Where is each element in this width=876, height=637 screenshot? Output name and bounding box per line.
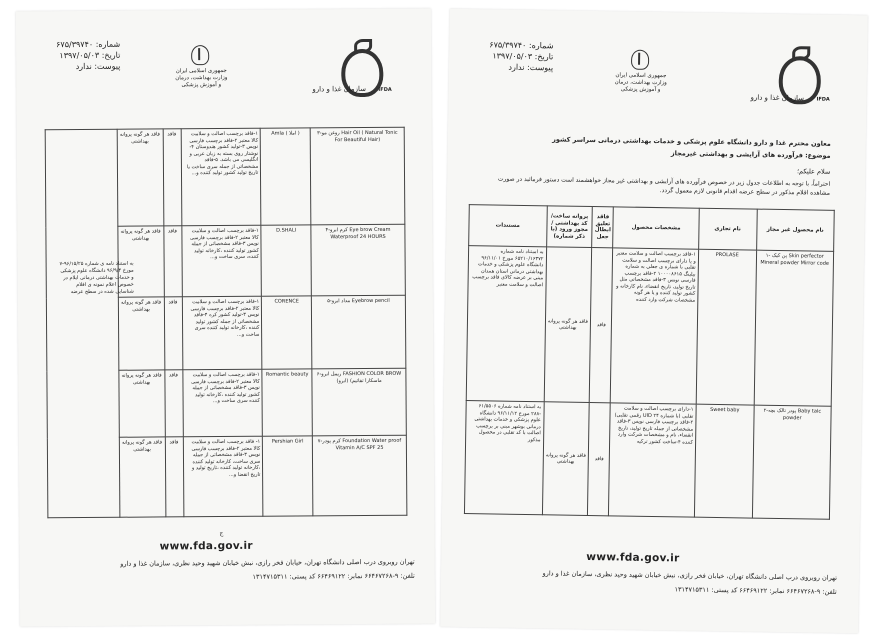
cell-license: فاقد هر گونه پروانه بهداشتی (542, 402, 590, 516)
cell-status: فاقد (163, 226, 181, 297)
products-table (464, 204, 835, 520)
cell-brand: Pershian Girl (263, 436, 313, 516)
table-row (45, 127, 405, 227)
letter-subject: موضوع: فرآورده های آرایشی و بهداشتی غیرمجاز (670, 149, 831, 160)
cell-specs: ۱-فاقد برچسب اصالت و سلامت معتبر و یا دارای برچسب اصالت و سلامت تقلبی با شماره ی جعلی به شماره بیلینگ ۱۰۰۰۰۸۶۱۵ ۲-فاقد برچسب فارسی نویس ۳-فاقد مشخصاتی مثل تاریخ تولید، تاریخ انقضاء، نام کارخانه و کشور تولید کننده و یا هر گونه مشخصات شرکت وارد کننده (611, 248, 699, 404)
cell-status: فاقد (165, 437, 184, 517)
letter-paragraph: احتراماً، با توجه به اطلاعات جدول زیر در خصوص فرآورده های آرایشی و بهداشتی غیر مجاز خواهشمند است دستور فرمائید در صورت مشاهده اقلام مذکور در سطح عرضه اقدام قانونی لازم معمول گردد. (497, 175, 831, 197)
letter-date: تاریخ: ۱۳۹۷/۰۵/۰۳ (492, 51, 554, 62)
cell-product: ۵-مداد ابرو Eyebrow pencil (312, 295, 406, 369)
cell-license: فاقد هر گونه پروانه بهداشتی (544, 247, 592, 403)
fda-logo-caption: IFDA (378, 86, 392, 93)
cell-brand: Sweet baby (694, 404, 753, 518)
cell-license: فاقد هر گونه پروانه بهداشتی (118, 297, 164, 370)
header-docs: مستندات (469, 205, 547, 247)
organization-name: سازمان غذا و دارو (750, 93, 805, 103)
header-specs: مشخصات محصول (613, 207, 699, 249)
salutation: سلام علیکم؛ (796, 167, 831, 176)
cell-brand: Romantic beauty (262, 369, 312, 436)
header-license: پروانه ساخت/کد بهداشتی / مجوز ورود (با ذکر شماره) (546, 206, 592, 248)
cell-specs: ۱-فاقد برچسب اصالت و سلامت کالا معتبر ۲-فاقد برچسب فارسی نویس ۳-فاقد مشخصاتی از جمله کشور تولید کننده ،کارخانه تولید کننده سری ساخت و... (182, 369, 262, 437)
letter-date: تاریخ: ۱۳۹۷/۰۵/۰۳ (59, 50, 121, 61)
recipient-title: معاون محترم غذا و دارو دانشگاه علوم پزشکی و خدمات بهداشتی درمانی سراسر کشور (552, 135, 831, 148)
cell-status: فاقد (164, 297, 182, 370)
table-row (466, 246, 833, 407)
cell-brand: Amla ( املا ) (261, 128, 312, 225)
letter-meta (489, 39, 554, 73)
cell-license: فاقد هر گونه پروانه بهداشتی (118, 226, 164, 297)
iran-emblem-icon (191, 45, 209, 65)
cell-product: ۱- پن کیک Skin perfector Mineral powder Mirror code (754, 250, 834, 406)
products-table (45, 127, 408, 519)
fda-logo-caption: IFDA (816, 96, 830, 103)
cell-product: ۳-روغن مو Hair Oil ( Natural Tonic For Beautiful Hair) (310, 127, 404, 225)
header-brand: نام تجاری (698, 208, 756, 250)
table-row (464, 401, 831, 520)
header-status: فاقد تعلیق ابطال جعل (592, 207, 614, 248)
table-header-row (469, 205, 835, 252)
cell-status: فاقد (588, 402, 611, 515)
cell-specs: ۱- فاقد برچسب اصالت و سلامت کالا معتبر ۲-فاقد برچسب فارسی نویس ۳-فاقد مشخصاتی از جمله سری ساخت، کارخانه تولید کننده ،کارخانه تولید کننده ،تاریخ تولید و تاریخ انقضا و... (183, 436, 263, 517)
cell-product: ۷-کرم پودر Foundation Water proof Vitamin A/C SPF 25 (313, 435, 407, 516)
footer-phones: تلفن: ۹-۶۶۴۶۷۲۶۸ نمابر: ۶۶۴۶۹۱۲۲ کد پستی: ۱۳۱۴۷۱۵۳۱۱ (252, 571, 415, 581)
cell-brand: PROLASE (696, 249, 756, 405)
cell-brand: D.SHALI (261, 225, 311, 296)
cell-specs: ۱-دارای برچسب اصالت و سلامت تقلبی (با شماره UID ۲۴ رقمی تقلبی) ۲-فاقد برچسب فارسی نویس ۳-فاقد مشخصاتی از جمله تاریخ تولید، تاریخ انقضاء، نام و مشخصات شرکت وارد کننده ۴-ساخت کشور ترکیه (609, 403, 696, 517)
cell-license: فاقد هر گونه پروانه بهداشتی (119, 370, 165, 437)
cell-docs: به استناد نامه شماره ۶۱/۵۵۰۶ -۲۸۸ مورخ ۹۶/۱۱/۱۲ دانشگاه علوم پزشکی و خدمات بهداشتی درمانی بوشهر مبنی بر برچسب اصالت با کد تقلبی در محصول مذکور (464, 401, 543, 515)
letter-attachment: پیوست: ندارد (75, 61, 121, 72)
organization-name: سازمان غذا و دارو (312, 85, 366, 94)
cell-specs: ۱-فاقد برچسب اصالت و سلامت کالا معتبر ۲-فاقد برچسب فارسی نویس ۳-تولید کشور کره ۴-فاقد مشخصاتی از جمله کشور تولید کننده ،کارخانه تولید کننده سری ساخت و... (182, 296, 262, 370)
cell-specs: ۱-فاقد برچسب اصالت و سلامت کالا معتبر ۲-فاقد برچسب فارسی نویس ۳-تولید کشور هندوستان ۴-نوشتار روی بسته به زبان عربی و انگلیسی می باشد. ۵-فاقد مشخصاتی از جمله سری ساخت یا تاریخ تولید کشور تولید کننده و... (181, 128, 261, 226)
cell-status: فاقد (164, 370, 182, 437)
cell-status: فاقد (163, 129, 182, 226)
page-mark: ج (219, 530, 224, 538)
cell-product: ۲-پودر تالک بچه Baby talc powder (752, 405, 831, 519)
cell-status: فاقد (590, 248, 614, 403)
letter-meta (56, 39, 120, 72)
cell-license: فاقد هر گونه پروانه بهداشتی (117, 129, 164, 226)
ministry-name: جمهوری اسلامی ایران وزارت بهداشت، درمان و آموزش پزشکی (175, 67, 228, 89)
document-page-left (16, 9, 435, 627)
cell-product: ۴-کرم ابرو Eye brow Cream Waterproof 24 HOURS (311, 224, 405, 296)
website-link[interactable]: www.fda.gov.ir (159, 539, 253, 553)
letter-number: شماره: ۶۷۵/۳۹۷۴۰ (489, 40, 554, 51)
letter-attachment: پیوست: ندارد (508, 62, 554, 73)
website-link[interactable]: www.fda.gov.ir (586, 550, 680, 565)
footer-address: تهران روبروی درب اصلی دانشگاه تهران، خیابان فخر رازی، نبش خیابان شهید وحید نظری، سازمان غذا و دارو (542, 569, 838, 582)
footer-phones: تلفن: ۹-۶۶۴۶۷۲۶۸ نمابر: ۶۶۴۶۹۱۲۲ کد پستی: ۱۳۱۴۷۱۵۳۱۱ (674, 585, 837, 596)
header-product: نام محصول غیر مجاز (756, 209, 834, 251)
cell-product: ۶-ریمل ابرو FASHION COLOR BROW (ابرو) (ماسکارا تفاتیم (312, 368, 406, 436)
cell-license: فاقد هر گونه پروانه بهداشتی (119, 437, 165, 517)
documents-note: به استناد نامه ی شماره ۹۶/۱۵/۲۵-۷ مورخ ۹۶/۹/۴ دانشگاه علوم پزشکی و خدمات بهداشتی درمانی ایلام در خصوص اعلام نمونه ی اقلام شناسایی شده در سطح عرضه (59, 260, 134, 296)
iran-emblem-icon (631, 50, 649, 70)
cell-docs (45, 129, 119, 517)
cell-brand: CORENCE (262, 296, 312, 369)
ministry-name: جمهوری اسلامی ایران وزارت بهداشت، درمان و آموزش پزشکی (614, 72, 667, 94)
document-page-right (440, 9, 868, 633)
footer-address: تهران روبروی درب اصلی دانشگاه تهران، خیابان فخر رازی، نبش خیابان شهید وحید نظری، سازمان غذا و دارو (120, 557, 415, 568)
letter-number: شماره: ۶۷۵/۳۹۷۴۰ (56, 39, 121, 50)
cell-docs: به استناد نامه شماره ۶۵۲۱۰/۱۶۳۷۲ مورخ ۹۶/۱۱/۰۱ دانشگاه علوم پزشکی و خدمات بهداشتی درمانی استان همدان مبنی بر عرضه کالای فاقد برچسب اصالت و سلامت معتبر (466, 246, 546, 402)
cell-specs: ۱-فاقد برچسب اصالت و سلامت کالا معتبر ۲-فاقد برچسب فارسی نویس ۳-فاقد مشخصاتی از جمله کشور تولید کننده ،کارخانه تولید کننده، سری ساخت و... (181, 225, 261, 297)
